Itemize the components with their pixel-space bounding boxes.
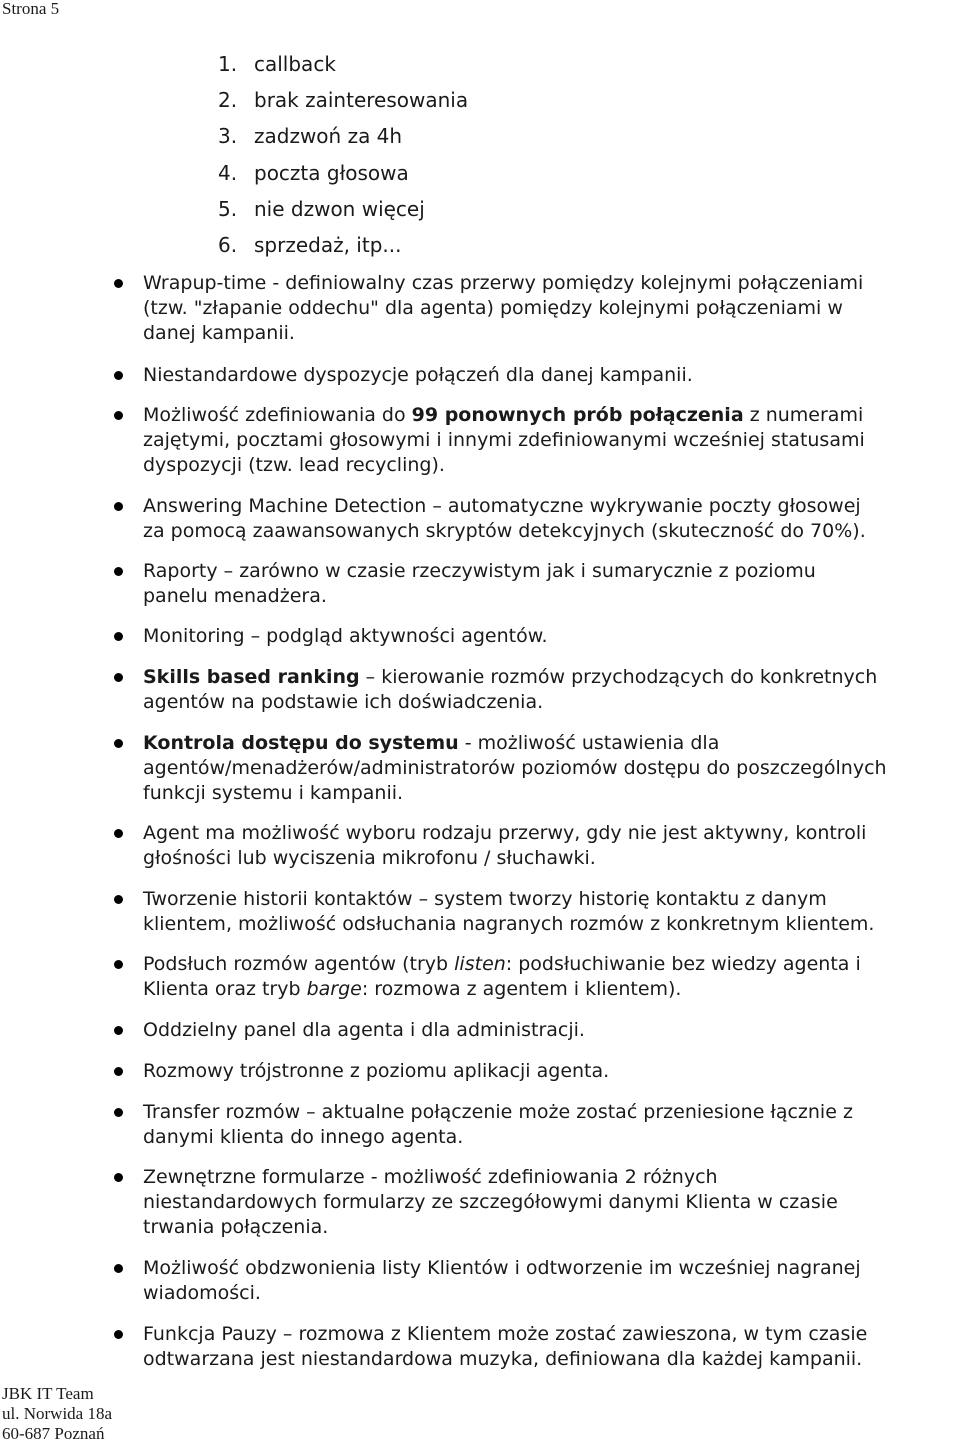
bullet-broadcast-message: Możliwość obdzwonienia listy Klientów i odtworzenie im wcześniej nagranej wiadomości. xyxy=(143,1256,960,1306)
bullet-dot-icon xyxy=(114,279,123,288)
list-item: 3. zadzwoń za 4h xyxy=(218,124,403,149)
bullet-contact-history: Tworzenie historii kontaktów – system tworzy historię kontaktu z danym klientem, możliwość odsłuchania nagranych rozmów z konkretnym klientem. xyxy=(143,887,960,937)
company-name: JBK IT Team xyxy=(2,1384,94,1403)
bullet-dot-icon xyxy=(114,739,123,748)
bullet-three-way-calls: Rozmowy trójstronne z poziomu aplikacji agenta. xyxy=(143,1059,960,1084)
company-address-footer xyxy=(2,1384,112,1444)
list-item: 1. callback xyxy=(218,52,336,76)
bullet-separate-panels: Oddzielny panel dla agenta i dla administracji. xyxy=(143,1018,960,1043)
bullet-dot-icon xyxy=(114,567,123,576)
bullet-dot-icon xyxy=(114,371,123,380)
bullet-pause-function: Funkcja Pauzy – rozmowa z Klientem może zostać zawieszona, w tym czasie odtwarzana jest niestandardowa muzyka, definiowana dla każdej kampanii. xyxy=(143,1322,960,1372)
disposition-list xyxy=(218,46,468,263)
list-item: 6. sprzedaż, itp... xyxy=(218,233,402,258)
postal-city: 60-687 Poznań xyxy=(2,1424,105,1443)
bullet-call-transfer: Transfer rozmów – aktualne połączenie może zostać przeniesione łącznie z danymi klienta do innego agenta. xyxy=(143,1100,960,1150)
bullet-dot-icon xyxy=(114,1026,123,1035)
bullet-dot-icon xyxy=(114,1173,123,1182)
bullet-amd: Answering Machine Detection – automatyczne wykrywanie poczty głosowej za pomocą zaawansowanych skryptów detekcyjnych (skuteczność do 70%). xyxy=(143,494,960,544)
list-item: 2. brak zainteresowania xyxy=(218,88,469,113)
street-address: ul. Norwida 18a xyxy=(2,1404,113,1423)
bullet-dot-icon xyxy=(114,1108,123,1117)
page-number-header: Strona 5 xyxy=(2,0,60,18)
bullet-lead-recycling: Możliwość zdefiniowania do 99 ponownych prób połączenia z numerami zajętymi, pocztami głosowymi i innymi zdefiniowanymi wcześniej statusami dyspozycji (tzw. lead recycling). xyxy=(143,403,960,478)
bullet-dot-icon xyxy=(114,960,123,969)
bullet-wrapup-time: Wrapup-time - definiowalny czas przerwy pomiędzy kolejnymi połączeniami (tzw. "złapanie oddechu" dla agenta) pomiędzy kolejnymi połączeniami w danej kampanii. xyxy=(143,271,960,346)
bullet-dot-icon xyxy=(114,673,123,682)
list-item: 5. nie dzwon więcej xyxy=(218,196,425,221)
bullet-dot-icon xyxy=(114,1067,123,1076)
bullet-dot-icon xyxy=(114,411,123,420)
bullet-dot-icon xyxy=(114,895,123,904)
bullet-agent-breaks: Agent ma możliwość wyboru rodzaju przerwy, gdy nie jest aktywny, kontroli głośności lub wyciszenia mikrofonu / słuchawki. xyxy=(143,821,960,871)
bullet-monitoring: Monitoring – podgląd aktywności agentów. xyxy=(143,624,960,649)
bullet-reports: Raporty – zarówno w czasie rzeczywistym jak i sumarycznie z poziomu panelu menadżera. xyxy=(143,559,960,609)
bullet-dot-icon xyxy=(114,502,123,511)
bullet-dot-icon xyxy=(114,632,123,641)
list-item: 4. poczta głosowa xyxy=(218,160,409,185)
bullet-dot-icon xyxy=(114,1330,123,1339)
bullet-dot-icon xyxy=(114,1264,123,1273)
bullet-dot-icon xyxy=(114,829,123,838)
bullet-custom-dispositions: Niestandardowe dyspozycje połączeń dla danej kampanii. xyxy=(143,363,960,388)
bullet-external-forms: Zewnętrzne formularze - możliwość zdefiniowania 2 różnych niestandardowych formularzy ze szczegółowymi danymi Klienta w czasie trwania połączenia. xyxy=(143,1165,960,1240)
bullet-call-monitoring: Podsłuch rozmów agentów (tryb listen: podsłuchiwanie bez wiedzy agenta i Klienta oraz tryb barge: rozmowa z agentem i klientem). xyxy=(143,952,960,1002)
bullet-skills-ranking: Skills based ranking – kierowanie rozmów przychodzących do konkretnych agentów na podstawie ich doświadczenia. xyxy=(143,665,960,715)
bullet-access-control: Kontrola dostępu do systemu - możliwość ustawienia dla agentów/menadżerów/administratorów poziomów dostępu do poszczególnych funkcji systemu i kampanii. xyxy=(143,731,960,806)
